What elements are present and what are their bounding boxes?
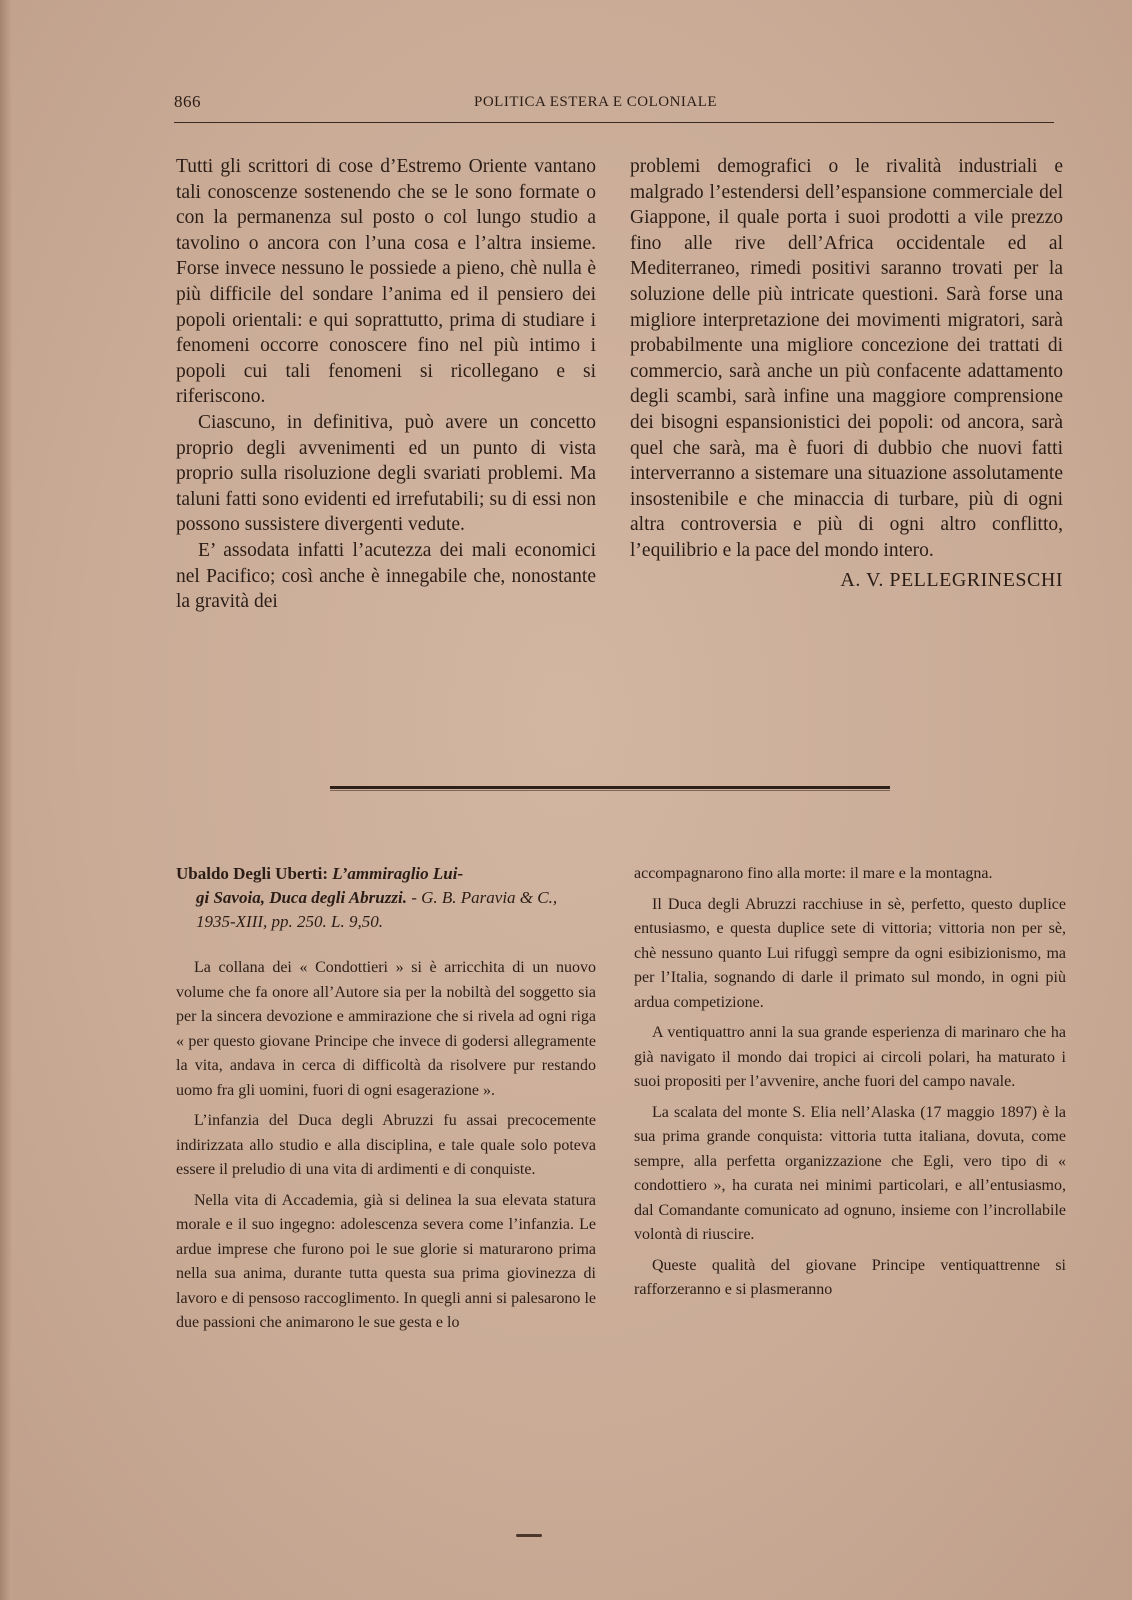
article-paragraph: problemi demografici o le rivalità industriali e malgrado l’estendersi dell’espansione commerciale del Giappone, il quale porta i suoi prodotti a vile prezzo fino alle rive dell’Africa occidentale ed al Mediterraneo, rimedi positivi saranno trovati per la soluzione delle più intricate questioni. Sarà forse una migliore interpretazione dei movimenti migratori, sarà probabilmente una migliore concezione dei trattati di commercio, sarà anche un più confacente adattamento degli scambi, sarà infine una maggiore comprensione dei bisogni espansionistici dei popoli: od ancora, sarà quel che sarà, ma è fuori di dubbio che nuovi fatti interverranno a sistemare una situazione assolutamente insostenibile e che minaccia di turbare, più di ogni altra controversia e più di ogni altro conflitto, l’equilibrio e la pace del mondo intero.	[630, 156, 1063, 561]
article-paragraph: E’ assodata infatti l’acutezza dei mali economici nel Pacifico; così anche è innegabile che, nonostante la gravità dei	[176, 539, 596, 613]
review-column-left	[176, 956, 596, 1342]
review-heading	[176, 862, 596, 934]
article-column-left	[176, 154, 596, 615]
page-header	[174, 92, 1060, 114]
review-title-part1: L’ammiraglio Lui-	[332, 864, 464, 883]
footer-ornament	[516, 1534, 542, 1537]
review-title-part2: gi Savoia, Duca degli Abruzzi.	[196, 888, 407, 907]
page-number: 866	[174, 92, 201, 111]
article-paragraph: Tutti gli scrittori di cose d’Estremo Oriente vantano tali conoscenze sostenendo che se le sono formate o con la permanenza sul posto o col lungo studio a tavolino o ancora con l’una cosa e l’altra insieme. Forse invece nessuno le possiede a pieno, chè nulla è più difficile del sondare l’anima ed il pensiero dei popoli orientali: e qui soprattutto, prima di studiare i fenomeni occorre conoscere fino nel più intimo i popoli cui tali fenomeni si ricollegano e si riferiscono.	[176, 156, 596, 408]
review-paragraph: Nella vita di Accademia, già si delinea la sua elevata statura morale e il suo ingegno: adolescenza severa come l’infanzia. Le ardue imprese che furono poi le sue glorie si maturarono prima nella sua anima, durante tutta questa sua prima giovinezza di lavoro e di pensoso raccoglimento. In quegli anni si palesarono le due passioni che animarono le sue gesta e lo	[176, 1191, 596, 1331]
review-paragraph: La scalata del monte S. Elia nell’Alaska (17 maggio 1897) è la sua prima grande conquista: vittoria tutta italiana, dovuta, come sempre, alla perfetta organizzazione che Egli, vero tipo di « condottiero », ha curata nei minimi particolari, e all’entusiasmo, dal Comandante comunicato ad ognuno, insieme con l’incrollabile volontà di riuscire.	[634, 1103, 1066, 1243]
section-divider-thin	[330, 790, 890, 791]
review-paragraph: L’infanzia del Duca degli Abruzzi fu assai precocemente indirizzata allo studio e alla disciplina, e tale quale solo poteva essere il preludio di una vita di ardimenti e di conquiste.	[176, 1112, 596, 1178]
header-rule	[174, 122, 1054, 123]
review-publisher: - G. B. Paravia & C., 1935-XIII, pp. 250. L. 9,50.	[196, 888, 558, 931]
review-column-right	[634, 862, 1066, 1309]
section-divider	[330, 786, 890, 789]
article-paragraph: Ciascuno, in definitiva, può avere un concetto proprio degli avvenimenti ed un punto di vista proprio sulla risoluzione degli svariati problemi. Ma taluni fatti sono evidenti ed irrefutabili; su di essi non possono sussistere divergenti vedute.	[176, 411, 596, 536]
page-edge	[0, 0, 12, 1600]
running-title: POLITICA ESTERA E COLONIALE	[474, 94, 718, 110]
review-author: Ubaldo Degli Uberti:	[176, 864, 329, 883]
article-column-right	[630, 154, 1063, 593]
review-paragraph: A ventiquattro anni la sua grande esperienza di marinaro che ha già navigato il mondo dai tropici ai circoli polari, ha maturato i suoi propositi per l’avvenire, anche fuori del campo navale.	[634, 1024, 1066, 1090]
review-paragraph: Il Duca degli Abruzzi racchiuse in sè, perfetto, questo duplice entusiasmo, e questa duplice sete di vittoria; vittoria non per sè, chè nessuno quanto Lui rifuggì sempre da ogni esibizionismo, ma per l’Italia, sognando di darle il primato sul mondo, in ogni più ardua competizione.	[634, 895, 1066, 1011]
article-signature: A. V. PELLEGRINESCHI	[840, 568, 1063, 591]
review-paragraph: La collana dei « Condottieri » si è arricchita di un nuovo volume che fa onore all’Autore sia per la nobiltà del soggetto sia per la sincera devozione e ammirazione che si rivela ad ogni riga « per questo giovane Principe che invece di godersi allegramente la vita, andava in cerca di difficoltà da risolvere pur restando uomo fra gli uomini, fuori di ogni esagerazione ».	[176, 959, 596, 1099]
review-paragraph: accompagnarono fino alla morte: il mare e la montagna.	[634, 865, 993, 882]
review-paragraph: Queste qualità del giovane Principe ventiquattrenne si rafforzeranno e si plasmeranno	[634, 1256, 1066, 1298]
